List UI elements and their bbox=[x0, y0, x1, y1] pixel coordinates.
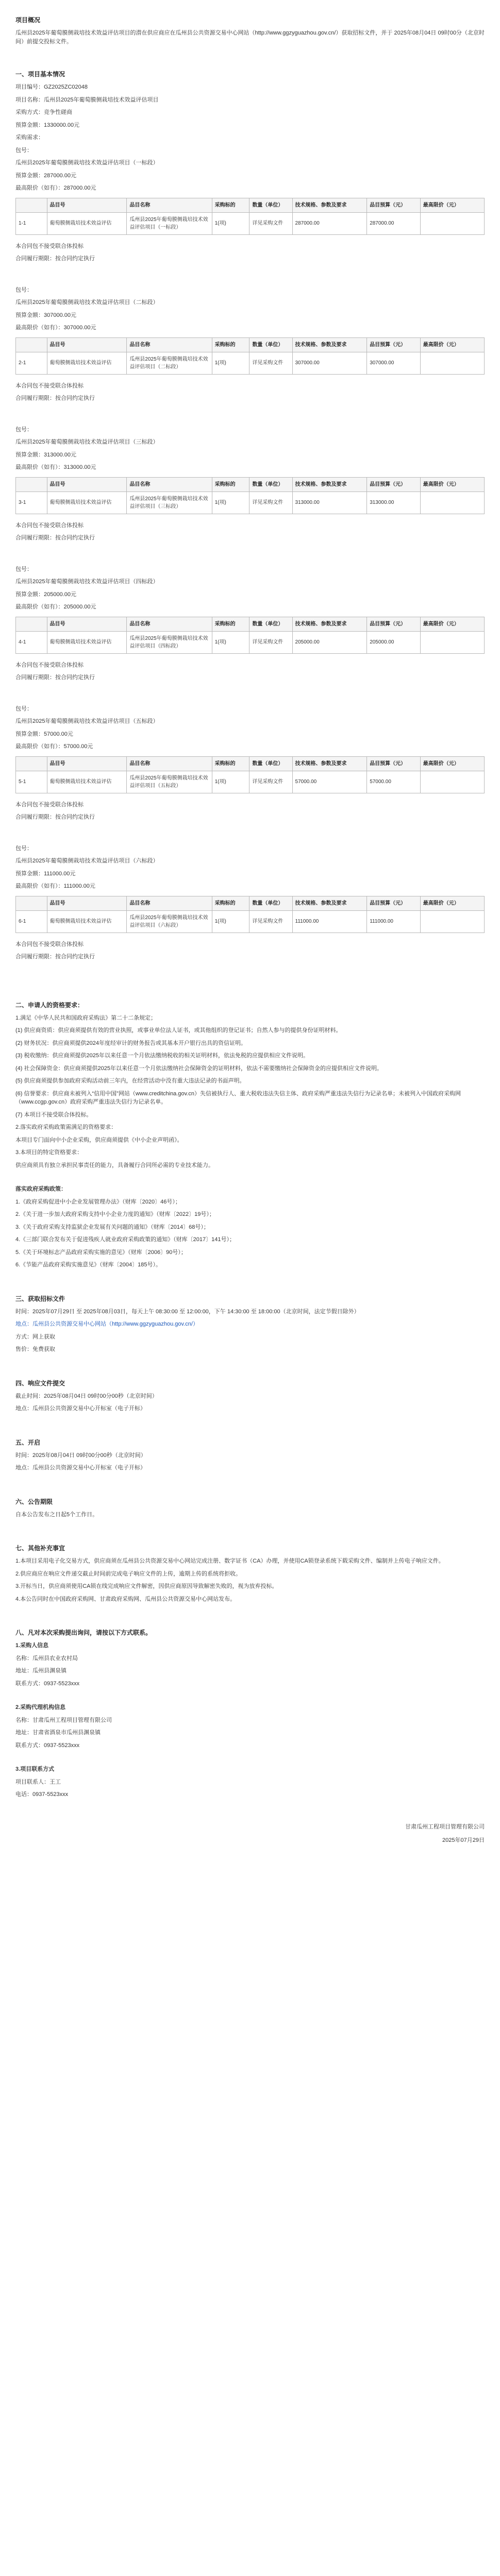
table-cell: 307000.00 bbox=[367, 352, 421, 374]
package-name: 瓜州县2025年葡萄膜侧栽培技术效益评估项目（三标段） bbox=[15, 439, 159, 445]
table-header-cell: 品目号 bbox=[47, 477, 127, 492]
table-header-cell bbox=[16, 756, 47, 771]
obtain-price: 售价：免费获取 bbox=[15, 1346, 55, 1352]
table-cell: 瓜州县2025年葡萄膜侧栽培技术效益评估项目（一标段） bbox=[127, 212, 212, 234]
qualification-item: (3) 税收缴纳：供应商须提供2025年以来任意一个月依法缴纳税收的相关证明材料，依法免税的应提供相应文件说明。 bbox=[15, 1053, 309, 1059]
total-budget: 预算金额：1330000.00元 bbox=[15, 122, 80, 128]
qualification-item: 1.满足《中华人民共和国政府采购法》第二十二条规定； bbox=[15, 1014, 157, 1021]
table-cell: 111000.00 bbox=[367, 910, 421, 933]
package-consortium-note: 本合同包不接受联合体投标 bbox=[15, 522, 84, 529]
package-table bbox=[15, 477, 485, 514]
table-header-row bbox=[16, 617, 485, 631]
table-cell: 313000.00 bbox=[292, 492, 367, 514]
package-budget: 预算金额：57000.00元 bbox=[15, 731, 73, 737]
section-obtain-title: 三、获取招标文件 bbox=[15, 1295, 65, 1302]
table-row bbox=[16, 352, 485, 374]
table-cell: 详见采购文件 bbox=[249, 631, 292, 653]
table-row bbox=[16, 771, 485, 793]
overview-title: 项目概况 bbox=[15, 16, 41, 24]
package-spacer bbox=[15, 826, 485, 840]
table-header-cell bbox=[16, 477, 47, 492]
table-header-cell: 品目预算（元） bbox=[367, 198, 421, 212]
package-table bbox=[15, 337, 485, 375]
contact-head: 3.项目联系方式 bbox=[15, 1766, 55, 1772]
package-table bbox=[15, 198, 485, 235]
table-cell bbox=[420, 212, 484, 234]
package-name: 瓜州县2025年葡萄膜侧栽培技术效益评估项目（一标段） bbox=[15, 160, 159, 166]
table-cell bbox=[420, 771, 484, 793]
period-text: 自本公告发布之日起5个工作日。 bbox=[15, 1511, 98, 1518]
table-header-cell: 品目名称 bbox=[127, 896, 212, 910]
agency-name: 名称：甘肃瓜州工程项目管理有限公司 bbox=[15, 1717, 112, 1723]
package-contract-period: 合同履行期限：按合同约定执行 bbox=[15, 395, 95, 401]
package-spacer bbox=[15, 965, 485, 980]
table-cell: 详见采购文件 bbox=[249, 771, 292, 793]
table-header-row bbox=[16, 198, 485, 212]
table-cell: 葡萄膜侧栽培技术效益评估 bbox=[47, 910, 127, 933]
table-header-cell: 品目号 bbox=[47, 617, 127, 631]
table-cell: 瓜州县2025年葡萄膜侧栽培技术效益评估项目（四标段） bbox=[127, 631, 212, 653]
table-cell: 1(项) bbox=[212, 631, 249, 653]
package-consortium-note: 本合同包不接受联合体投标 bbox=[15, 662, 84, 668]
package-number-label: 包号： bbox=[15, 845, 32, 852]
package-max-price: 最高限价（如有）：111000.00元 bbox=[15, 883, 95, 889]
table-cell: 1(项) bbox=[212, 492, 249, 514]
table-cell: 287000.00 bbox=[367, 212, 421, 234]
section-opening-title: 五、开启 bbox=[15, 1438, 41, 1446]
section-basic-title: 一、项目基本情况 bbox=[15, 71, 65, 78]
table-header-cell: 数量（单位） bbox=[249, 617, 292, 631]
package-consortium-note: 本合同包不接受联合体投标 bbox=[15, 801, 84, 808]
table-header-cell: 最高限价（元） bbox=[420, 896, 484, 910]
section-contact-title: 八、凡对本次采购提出询问，请按以下方式联系。 bbox=[15, 1629, 152, 1636]
package-block bbox=[15, 705, 485, 840]
qualification-item: 3.本项目的特定资格要求： bbox=[15, 1149, 83, 1156]
table-header-cell: 最高限价（元） bbox=[420, 337, 484, 352]
procurement-method: 采购方式：竞争性磋商 bbox=[15, 109, 72, 115]
package-max-price: 最高限价（如有）：307000.00元 bbox=[15, 325, 96, 331]
package-budget: 预算金额：313000.00元 bbox=[15, 451, 76, 458]
package-max-price: 最高限价（如有）：313000.00元 bbox=[15, 464, 96, 470]
package-max-price: 最高限价（如有）：287000.00元 bbox=[15, 185, 96, 191]
qualification-item: (7) 本项目不接受联合体投标。 bbox=[15, 1111, 92, 1118]
table-cell bbox=[420, 631, 484, 653]
obtain-method: 方式：网上获取 bbox=[15, 1333, 55, 1340]
package-block bbox=[15, 146, 485, 282]
package-number-label: 包号： bbox=[15, 566, 32, 572]
table-header-cell: 采购标的 bbox=[212, 337, 249, 352]
table-header-cell: 技术规格、参数及要求 bbox=[292, 198, 367, 212]
other-list bbox=[15, 1557, 485, 1603]
table-header-cell: 品目号 bbox=[47, 896, 127, 910]
policy-list bbox=[15, 1198, 485, 1269]
table-header-cell: 品目名称 bbox=[127, 198, 212, 212]
table-header-cell: 采购标的 bbox=[212, 477, 249, 492]
table-cell: 详见采购文件 bbox=[249, 492, 292, 514]
table-header-cell: 采购标的 bbox=[212, 198, 249, 212]
opening-place: 地点：瓜州县公共资源交易中心开标室（电子开标） bbox=[15, 1465, 146, 1471]
package-max-price: 最高限价（如有）：57000.00元 bbox=[15, 743, 93, 750]
package-block bbox=[15, 844, 485, 980]
table-header-cell: 技术规格、参数及要求 bbox=[292, 337, 367, 352]
table-cell: 瓜州县2025年葡萄膜侧栽培技术效益评估项目（三标段） bbox=[127, 492, 212, 514]
table-row bbox=[16, 492, 485, 514]
policy-item: 2.《关于进一步加大政府采购支持中小企业力度的通知》（财库〔2022〕19号）； bbox=[15, 1211, 215, 1217]
agency-head: 2.采购代理机构信息 bbox=[15, 1704, 66, 1710]
obtain-place-link[interactable]: 地点：瓜州县公共资源交易中心网站（http://www.ggzyguazhou.gov.cn/） bbox=[15, 1321, 198, 1327]
table-header-cell: 数量（单位） bbox=[249, 896, 292, 910]
table-row bbox=[16, 910, 485, 933]
project-name: 项目名称：瓜州县2025年葡萄膜侧栽培技术效益评估项目 bbox=[15, 96, 159, 103]
table-header-cell bbox=[16, 337, 47, 352]
qualification-item: (4) 社会保障资金：供应商须提供2025年以来任意一个月依法缴纳社会保障资金的证明材料，依法不需要缴纳社会保障资金的应提供相应文件说明。 bbox=[15, 1065, 382, 1072]
table-header-cell: 品目号 bbox=[47, 198, 127, 212]
table-header-cell: 数量（单位） bbox=[249, 477, 292, 492]
procurement-needs-head: 采购需求： bbox=[15, 134, 44, 141]
obtain-time: 时间：2025年07月29日 至 2025年08月03日，每天上午 08:30:00 至 12:00:00，下午 14:30:00 至 18:00:00（北京时间，法定节假日除外） bbox=[15, 1308, 360, 1315]
table-header-row bbox=[16, 896, 485, 910]
package-consortium-note: 本合同包不接受联合体投标 bbox=[15, 243, 84, 249]
section-other-title: 七、其他补充事宜 bbox=[15, 1545, 65, 1552]
table-cell: 葡萄膜侧栽培技术效益评估 bbox=[47, 352, 127, 374]
policy-item: 3.《关于政府采购支持监狱企业发展有关问题的通知》（财库〔2014〕68号）； bbox=[15, 1224, 209, 1230]
table-header-cell: 最高限价（元） bbox=[420, 477, 484, 492]
section-qualification-title: 二、申请人的资格要求： bbox=[15, 1001, 84, 1009]
table-header-cell: 数量（单位） bbox=[249, 198, 292, 212]
table-cell: 1(项) bbox=[212, 910, 249, 933]
table-header-cell: 品目预算（元） bbox=[367, 477, 421, 492]
table-header-row bbox=[16, 477, 485, 492]
table-header-cell: 数量（单位） bbox=[249, 337, 292, 352]
signature-org: 甘肃瓜州工程项目管理有限公司 bbox=[405, 1823, 485, 1830]
table-row bbox=[16, 631, 485, 653]
table-header-cell: 最高限价（元） bbox=[420, 198, 484, 212]
qualification-item: 2.落实政府采购政策需满足的资格要求： bbox=[15, 1124, 117, 1130]
table-cell: 3-1 bbox=[16, 492, 47, 514]
package-list bbox=[15, 146, 485, 980]
qualification-item: (2) 财务状况：供应商须提供2024年度经审计的财务报告或其基本开户银行出具的资信证明。 bbox=[15, 1040, 246, 1046]
package-number-label: 包号： bbox=[15, 286, 32, 293]
table-cell bbox=[420, 492, 484, 514]
qualification-item: 供应商须具有独立承担民事责任的能力，具备履行合同所必需的专业技术能力。 bbox=[15, 1162, 214, 1168]
package-contract-period: 合同履行期限：按合同约定执行 bbox=[15, 954, 95, 960]
table-cell: 葡萄膜侧栽培技术效益评估 bbox=[47, 212, 127, 234]
package-name: 瓜州县2025年葡萄膜侧栽培技术效益评估项目（六标段） bbox=[15, 858, 159, 864]
package-budget: 预算金额：307000.00元 bbox=[15, 312, 76, 318]
overview-text: 瓜州县2025年葡萄膜侧栽培技术效益评估项目的潜在供应商应在瓜州县公共资源交易中心网站（http://www.ggzyguazhou.gov.cn/）获取招标文件，并于 2025年08月04日 09时00分（北京时间）前提交投标文件。 bbox=[15, 30, 485, 45]
package-contract-period: 合同履行期限：按合同约定执行 bbox=[15, 256, 95, 262]
package-number-label: 包号： bbox=[15, 705, 32, 712]
table-header-cell: 技术规格、参数及要求 bbox=[292, 617, 367, 631]
package-block bbox=[15, 286, 485, 421]
table-cell: 详见采购文件 bbox=[249, 352, 292, 374]
contact-phone: 电话：0937-5523xxx bbox=[15, 1791, 69, 1798]
announcement-body bbox=[15, 9, 485, 1845]
qualification-item: (5) 供应商须提供参加政府采购活动前三年内，在经营活动中没有重大违法记录的书面声明。 bbox=[15, 1078, 245, 1084]
table-header-cell: 品目号 bbox=[47, 337, 127, 352]
table-cell: 205000.00 bbox=[367, 631, 421, 653]
table-header-cell: 最高限价（元） bbox=[420, 617, 484, 631]
package-table bbox=[15, 756, 485, 793]
table-cell: 5-1 bbox=[16, 771, 47, 793]
package-block bbox=[15, 426, 485, 561]
package-budget: 预算金额：287000.00元 bbox=[15, 172, 76, 179]
package-max-price: 最高限价（如有）：205000.00元 bbox=[15, 604, 96, 610]
package-contract-period: 合同履行期限：按合同约定执行 bbox=[15, 814, 95, 820]
table-cell: 6-1 bbox=[16, 910, 47, 933]
table-cell: 307000.00 bbox=[292, 352, 367, 374]
package-name: 瓜州县2025年葡萄膜侧栽培技术效益评估项目（五标段） bbox=[15, 718, 159, 724]
table-cell: 57000.00 bbox=[292, 771, 367, 793]
policy-item: 1.《政府采购促进中小企业发展管理办法》（财库〔2020〕46号）； bbox=[15, 1198, 181, 1205]
submit-place: 地点：瓜州县公共资源交易中心开标室（电子开标） bbox=[15, 1405, 146, 1412]
table-cell: 111000.00 bbox=[292, 910, 367, 933]
package-spacer bbox=[15, 686, 485, 701]
table-header-cell: 品目预算（元） bbox=[367, 896, 421, 910]
buyer-head: 1.采购人信息 bbox=[15, 1642, 49, 1649]
table-header-cell: 品目预算（元） bbox=[367, 337, 421, 352]
package-contract-period: 合同履行期限：按合同约定执行 bbox=[15, 535, 95, 541]
package-name: 瓜州县2025年葡萄膜侧栽培技术效益评估项目（四标段） bbox=[15, 579, 159, 585]
table-header-cell bbox=[16, 198, 47, 212]
policy-head: 落实政府采购政策： bbox=[15, 1186, 66, 1192]
package-spacer bbox=[15, 267, 485, 282]
package-number-label: 包号： bbox=[15, 426, 32, 433]
buyer-name: 名称：瓜州县农业农村局 bbox=[15, 1655, 78, 1662]
section-period-title: 六、公告期限 bbox=[15, 1498, 53, 1505]
qualification-item: (6) 信誉要求：供应商未被列入“信用中国”网站（www.creditchina.gov.cn）失信被执行人、重大税收违法失信主体、政府采购严重违法失信行为记录名单；未被列入中国政府采购网（www.ccgp.gov.cn）政府采购严重违法失信行为记录名单。 bbox=[15, 1090, 461, 1105]
table-cell: 详见采购文件 bbox=[249, 910, 292, 933]
table-header-cell: 技术规格、参数及要求 bbox=[292, 896, 367, 910]
qualification-list bbox=[15, 1014, 485, 1170]
table-header-row bbox=[16, 337, 485, 352]
table-header-cell: 最高限价（元） bbox=[420, 756, 484, 771]
table-row bbox=[16, 212, 485, 234]
contact-person: 项目联系人：王工 bbox=[15, 1778, 61, 1785]
table-cell: 57000.00 bbox=[367, 771, 421, 793]
qualification-item: (1) 供应商资质：供应商须提供有效的营业执照，或事业单位法人证书，或其他组织的登记证书；自然人参与的提供身份证明材料。 bbox=[15, 1027, 342, 1033]
table-cell: 葡萄膜侧栽培技术效益评估 bbox=[47, 631, 127, 653]
table-cell: 瓜州县2025年葡萄膜侧栽培技术效益评估项目（六标段） bbox=[127, 910, 212, 933]
table-header-cell: 技术规格、参数及要求 bbox=[292, 477, 367, 492]
package-spacer bbox=[15, 547, 485, 561]
table-cell: 1(项) bbox=[212, 212, 249, 234]
table-cell: 205000.00 bbox=[292, 631, 367, 653]
package-consortium-note: 本合同包不接受联合体投标 bbox=[15, 941, 84, 947]
table-header-cell bbox=[16, 896, 47, 910]
policy-item: 5.《关于环境标志产品政府采购实施的意见》（财库〔2006〕90号）； bbox=[15, 1249, 187, 1256]
policy-item: 4.《三部门联合发布关于促进残疾人就业政府采购政策的通知》（财库〔2017〕141号）； bbox=[15, 1236, 235, 1243]
package-number-label: 包号： bbox=[15, 147, 32, 154]
table-header-cell: 品目名称 bbox=[127, 617, 212, 631]
table-header-cell: 品目名称 bbox=[127, 477, 212, 492]
table-cell: 1(项) bbox=[212, 352, 249, 374]
submit-deadline: 截止时间：2025年08月04日 09时00分00秒（北京时间） bbox=[15, 1393, 158, 1399]
table-header-cell: 品目名称 bbox=[127, 337, 212, 352]
package-name: 瓜州县2025年葡萄膜侧栽培技术效益评估项目（二标段） bbox=[15, 299, 159, 306]
buyer-phone: 联系方式：0937-5523xxx bbox=[15, 1680, 80, 1687]
signature-date: 2025年07月29日 bbox=[442, 1837, 485, 1843]
opening-time: 时间：2025年08月04日 09时00分00秒（北京时间） bbox=[15, 1452, 146, 1459]
table-cell: 1-1 bbox=[16, 212, 47, 234]
table-cell: 瓜州县2025年葡萄膜侧栽培技术效益评估项目（二标段） bbox=[127, 352, 212, 374]
package-consortium-note: 本合同包不接受联合体投标 bbox=[15, 382, 84, 389]
package-table bbox=[15, 896, 485, 933]
table-header-row bbox=[16, 756, 485, 771]
other-item: 3.开标当日，供应商须使用CA锁在线完成响应文件解密，因供应商原因导致解密失败的，视为放弃投标。 bbox=[15, 1583, 278, 1589]
table-cell: 1(项) bbox=[212, 771, 249, 793]
package-table bbox=[15, 617, 485, 654]
project-number: 项目编号：GZ2025ZC02048 bbox=[15, 84, 88, 90]
section-submit-title: 四、响应文件提交 bbox=[15, 1379, 65, 1387]
other-item: 1.本项目采用电子化交易方式，供应商须在瓜州县公共资源交易中心网站完成注册、数字证书（CA）办理，并使用CA锁登录系统下载采购文件、编制并上传电子响应文件。 bbox=[15, 1558, 444, 1564]
package-contract-period: 合同履行期限：按合同约定执行 bbox=[15, 674, 95, 681]
table-header-cell: 数量（单位） bbox=[249, 756, 292, 771]
table-cell: 287000.00 bbox=[292, 212, 367, 234]
table-header-cell: 品目号 bbox=[47, 756, 127, 771]
table-header-cell: 采购标的 bbox=[212, 617, 249, 631]
policy-item: 6.《节能产品政府采购实施意见》（财库〔2004〕185号）。 bbox=[15, 1262, 161, 1268]
agency-phone: 联系方式：0937-5523xxx bbox=[15, 1742, 80, 1749]
package-spacer bbox=[15, 407, 485, 421]
table-header-cell: 技术规格、参数及要求 bbox=[292, 756, 367, 771]
table-cell: 葡萄膜侧栽培技术效益评估 bbox=[47, 492, 127, 514]
other-item: 4.本公告同时在中国政府采购网、甘肃政府采购网、瓜州县公共资源交易中心网站发布。 bbox=[15, 1596, 236, 1602]
table-header-cell: 品目名称 bbox=[127, 756, 212, 771]
package-budget: 预算金额：205000.00元 bbox=[15, 591, 76, 598]
table-header-cell: 品目预算（元） bbox=[367, 756, 421, 771]
qualification-item: 本项目专门面向中小企业采购，供应商须提供《中小企业声明函》。 bbox=[15, 1137, 183, 1143]
agency-address: 地址：甘肃省酒泉市瓜州县渊泉镇 bbox=[15, 1730, 101, 1736]
table-header-cell: 采购标的 bbox=[212, 896, 249, 910]
table-cell: 瓜州县2025年葡萄膜侧栽培技术效益评估项目（五标段） bbox=[127, 771, 212, 793]
table-cell: 详见采购文件 bbox=[249, 212, 292, 234]
table-cell: 葡萄膜侧栽培技术效益评估 bbox=[47, 771, 127, 793]
package-block bbox=[15, 565, 485, 701]
table-header-cell: 采购标的 bbox=[212, 756, 249, 771]
other-item: 2.供应商应在响应文件递交截止时间前完成电子响应文件的上传，逾期上传的系统将拒收。 bbox=[15, 1570, 242, 1577]
table-cell: 2-1 bbox=[16, 352, 47, 374]
buyer-address: 地址：瓜州县渊泉镇 bbox=[15, 1668, 66, 1674]
table-cell: 4-1 bbox=[16, 631, 47, 653]
package-budget: 预算金额：111000.00元 bbox=[15, 870, 76, 877]
table-header-cell bbox=[16, 617, 47, 631]
table-cell: 313000.00 bbox=[367, 492, 421, 514]
table-cell bbox=[420, 352, 484, 374]
table-header-cell: 品目预算（元） bbox=[367, 617, 421, 631]
table-cell bbox=[420, 910, 484, 933]
